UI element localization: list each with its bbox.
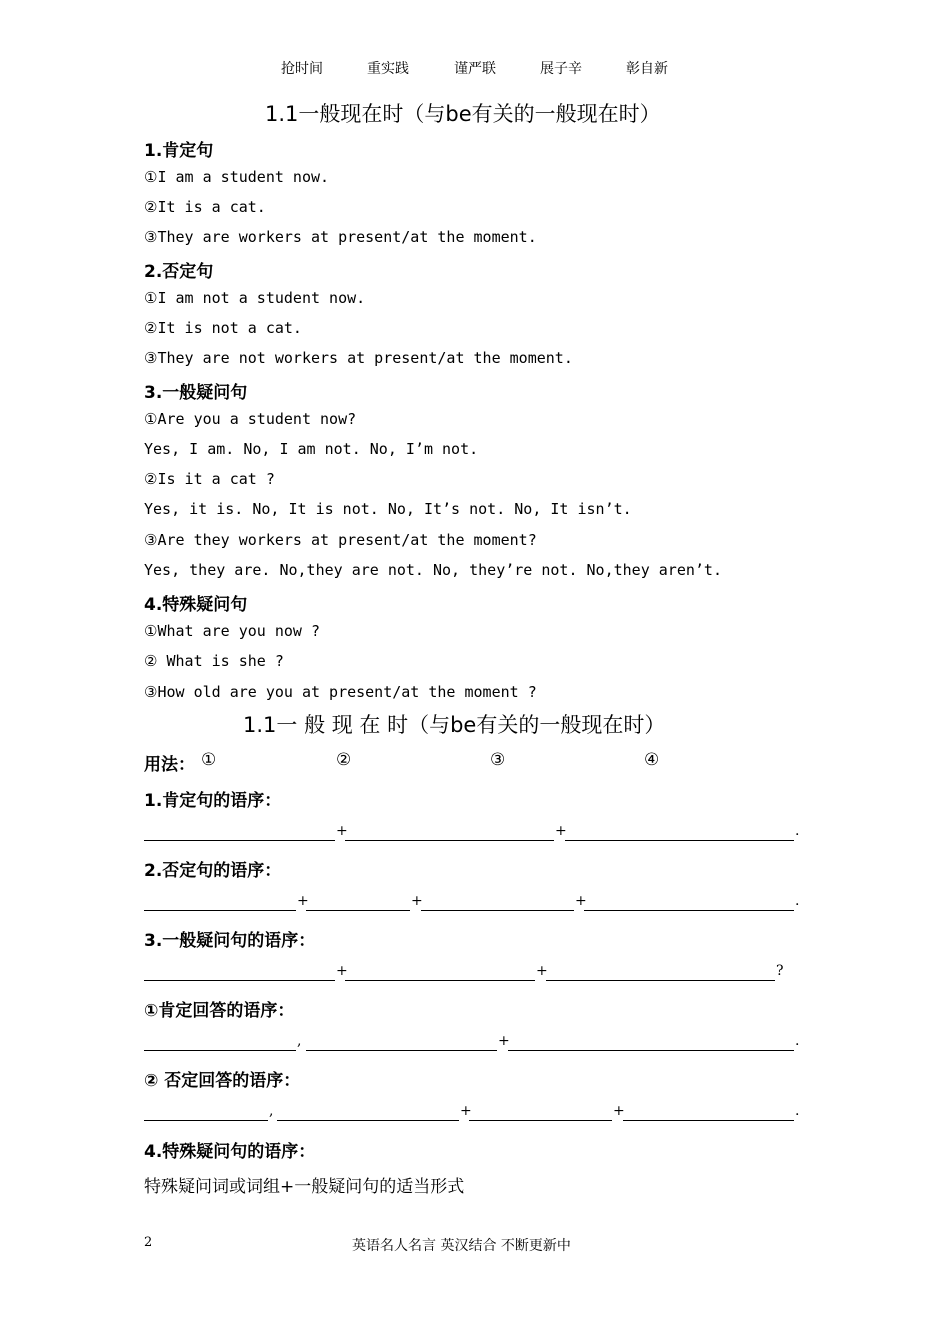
plus-sign: + (297, 893, 309, 909)
example-line: ②It is a cat. (144, 198, 266, 216)
plus-sign: + (336, 823, 348, 839)
exercise-question-3: 3.一般疑问句的语序： (144, 931, 316, 951)
period: . (795, 1033, 800, 1049)
answer-line: Yes, they are. No,they are not. No, they’re not. No,they aren’t. (144, 561, 722, 579)
usage-mark-3: ③ (490, 750, 506, 770)
footer-text: 英语名人名言 英汉结合 不断更新中 (352, 1238, 571, 1254)
period: . (795, 893, 800, 909)
blank-line[interactable] (144, 840, 335, 841)
header-motto-4: 展子辛 (540, 61, 582, 77)
blank-line[interactable] (144, 1050, 296, 1051)
plus-sign: + (498, 1033, 510, 1049)
example-line: ①Are you a student now? (144, 410, 357, 428)
exercise-question-3b: ② 否定回答的语序： (144, 1071, 301, 1091)
usage-label: 用法： (144, 755, 195, 775)
exercise-answer-4: 特殊疑问词或词组+一般疑问句的适当形式 (144, 1177, 465, 1197)
header-motto-3: 谨严联 (454, 61, 496, 77)
blank-line[interactable] (469, 1120, 612, 1121)
period: . (795, 823, 800, 839)
exercise-question-1: 1.肯定句的语序： (144, 791, 282, 811)
example-line: ②Is it a cat ? (144, 470, 275, 488)
example-line: ② What is she ? (144, 652, 284, 670)
blank-line[interactable] (144, 1120, 268, 1121)
exercise-question-3a: ①肯定回答的语序： (144, 1001, 295, 1021)
blank-line[interactable] (508, 1050, 794, 1051)
answer-line: Yes, it is. No, It is not. No, It’s not. No, It isn’t. (144, 500, 632, 518)
blank-line[interactable] (546, 980, 775, 981)
blank-line[interactable] (277, 1120, 459, 1121)
usage-mark-2: ② (336, 750, 352, 770)
page-title: 1.1一般现在时（与be有关的一般现在时） (265, 102, 661, 126)
blank-line[interactable] (421, 910, 574, 911)
exercise-question-4: 4.特殊疑问句的语序： (144, 1142, 316, 1162)
example-line: ③They are workers at present/at the moment. (144, 228, 537, 246)
plus-sign: + (555, 823, 567, 839)
section-heading-wh-question: 4.特殊疑问句 (144, 595, 248, 615)
blank-line[interactable] (345, 980, 535, 981)
blank-line[interactable] (306, 910, 410, 911)
plus-sign: + (336, 963, 348, 979)
example-line: ③They are not workers at present/at the moment. (144, 349, 573, 367)
header-motto-1: 抢时间 (281, 61, 323, 77)
blank-line[interactable] (584, 910, 794, 911)
section-heading-question: 3.一般疑问句 (144, 383, 248, 403)
example-line: ③Are they workers at present/at the moment? (144, 531, 537, 549)
question-mark: ? (776, 963, 784, 979)
comma: , (297, 1033, 302, 1049)
blank-line[interactable] (144, 910, 296, 911)
blank-line[interactable] (345, 840, 554, 841)
plus-sign: + (613, 1103, 625, 1119)
example-line: ①What are you now ? (144, 622, 321, 640)
plus-sign: + (460, 1103, 472, 1119)
blank-line[interactable] (144, 980, 335, 981)
usage-mark-4: ④ (644, 750, 660, 770)
plus-sign: + (411, 893, 423, 909)
example-line: ②It is not a cat. (144, 319, 302, 337)
section-heading-affirmative: 1.肯定句 (144, 141, 214, 161)
example-line: ③How old are you at present/at the moment ? (144, 683, 537, 701)
blank-line[interactable] (306, 1050, 497, 1051)
exercise-question-2: 2.否定句的语序： (144, 861, 282, 881)
header-motto-2: 重实践 (367, 61, 409, 77)
plus-sign: + (575, 893, 587, 909)
example-line: ①I am not a student now. (144, 289, 366, 307)
page-number: 2 (144, 1235, 153, 1250)
header-motto-5: 彰自新 (626, 61, 668, 77)
blank-line[interactable] (623, 1120, 794, 1121)
example-line: ①I am a student now. (144, 168, 330, 186)
comma: , (269, 1103, 274, 1119)
answer-line: Yes, I am. No, I am not. No, I’m not. (144, 440, 479, 458)
usage-mark-1: ① (201, 750, 217, 770)
section-heading-negative: 2.否定句 (144, 262, 214, 282)
exercise-title: 1.1一 般 现 在 时（与be有关的一般现在时） (243, 713, 666, 737)
blank-line[interactable] (565, 840, 794, 841)
period: . (795, 1103, 800, 1119)
plus-sign: + (536, 963, 548, 979)
